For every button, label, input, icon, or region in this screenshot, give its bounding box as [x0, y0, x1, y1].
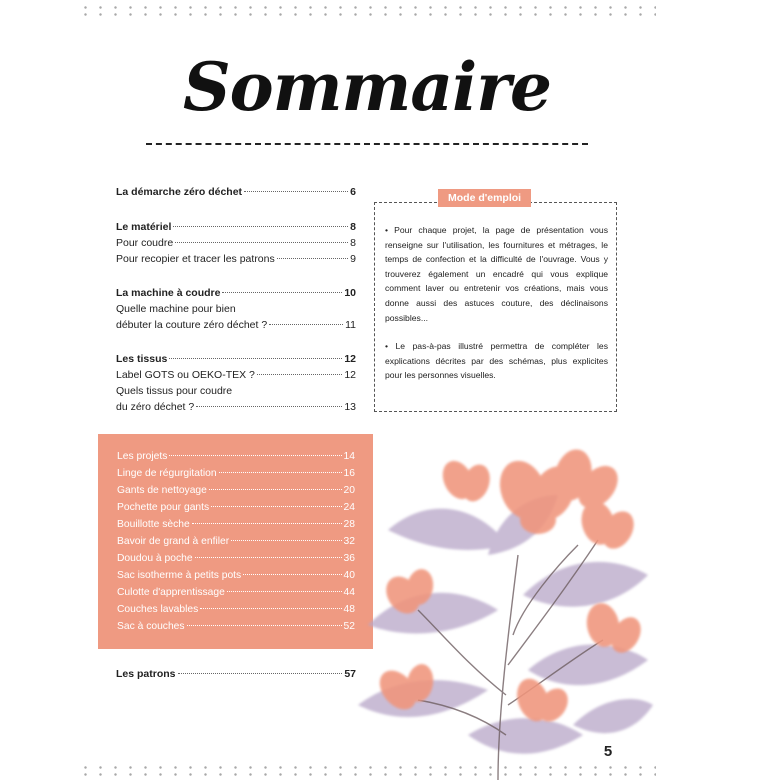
toc-page: 8	[350, 221, 356, 233]
toc-entry-patrons[interactable]	[116, 668, 356, 680]
dot-leader	[227, 591, 342, 592]
page-number: 5	[591, 735, 625, 769]
dot-leader	[169, 455, 341, 456]
toc-label: Les patrons	[116, 668, 176, 680]
toc-label: débuter la couture zéro déchet ?	[116, 319, 268, 331]
toc-entry-projet[interactable]	[117, 468, 355, 479]
toc-page: 12	[344, 353, 356, 365]
toc-label: Label GOTS ou OEKO-TEX ?	[116, 369, 255, 381]
toc-entry-coudre[interactable]	[116, 237, 356, 249]
toc-entry-projet[interactable]	[117, 604, 355, 615]
toc-page: 16	[343, 468, 355, 479]
dot-leader	[243, 574, 341, 575]
dot-leader	[222, 292, 342, 293]
toc-entry-tissus[interactable]	[116, 353, 356, 365]
toc-entry-projet[interactable]	[117, 553, 355, 564]
toc-entry-demarche[interactable]	[116, 186, 356, 198]
dot-leader	[269, 324, 343, 325]
toc-page: 11	[345, 319, 356, 331]
page-title: Sommaire	[183, 48, 551, 126]
toc-entry-projet[interactable]	[117, 587, 355, 598]
dot-leader	[173, 226, 348, 227]
toc-label: Sac à couches	[117, 621, 185, 632]
dot-leader	[211, 506, 341, 507]
toc-entry-label[interactable]	[116, 369, 356, 381]
projects-panel	[98, 434, 373, 649]
toc-entry-projet[interactable]	[117, 519, 355, 530]
toc-page: 28	[343, 519, 355, 530]
toc-page: 57	[344, 668, 356, 680]
toc-entry-projet[interactable]	[117, 502, 355, 513]
book-page	[78, 0, 656, 781]
toc-page: 10	[344, 287, 356, 299]
toc-page: 52	[343, 621, 355, 632]
toc-entry-materiel[interactable]	[116, 221, 356, 233]
toc-entry-projet[interactable]	[117, 485, 355, 496]
dot-leader	[257, 374, 342, 375]
dot-leader	[178, 673, 343, 674]
toc-entry-debuter[interactable]	[116, 319, 356, 331]
toc-page: 40	[343, 570, 355, 581]
toc-page: 32	[343, 536, 355, 547]
dot-leader	[169, 358, 342, 359]
toc-label: Doudou à poche	[117, 553, 193, 564]
dotted-border-bottom	[78, 764, 656, 778]
toc-page: 8	[350, 237, 356, 249]
toc-label: du zéro déchet ?	[116, 401, 195, 413]
toc-page: 6	[350, 186, 356, 198]
toc-text-quels-tissus: Quels tissus pour coudre	[116, 385, 233, 397]
toc-label: Pour recopier et tracer les patrons	[116, 253, 275, 265]
toc-page: 13	[344, 401, 356, 413]
toc-label: Linge de régurgitation	[117, 468, 217, 479]
dotted-border-top	[78, 4, 656, 18]
toc-entry-projet[interactable]	[117, 621, 355, 632]
mode-emploi-tab: Mode d'emploi	[438, 189, 531, 207]
toc-label: Culotte d'apprentissage	[117, 587, 225, 598]
dot-leader	[277, 258, 348, 259]
dot-leader	[219, 472, 342, 473]
toc-entry-projet[interactable]	[117, 570, 355, 581]
watercolor-flower-illustration	[348, 435, 656, 781]
dot-leader	[231, 540, 341, 541]
mode-emploi-box	[374, 202, 617, 412]
toc-label: Gants de nettoyage	[117, 485, 207, 496]
toc-page: 24	[343, 502, 355, 513]
title-dashed-rule	[146, 143, 588, 145]
toc-entry-projet[interactable]	[117, 536, 355, 547]
toc-label: La démarche zéro déchet	[116, 186, 243, 198]
toc-label: Bouillotte sèche	[117, 519, 190, 530]
toc-label: Les projets	[117, 451, 168, 462]
toc-entry-recopier[interactable]	[116, 253, 356, 265]
dot-leader	[195, 557, 342, 558]
mode-emploi-paragraph-2: • Le pas-à-pas illustré permettra de compléter les explications décrites par des schémas, plus explicites pour les personnes visuelles.	[385, 341, 608, 381]
dot-leader	[209, 489, 342, 490]
toc-entry-zero-dechet[interactable]	[116, 401, 356, 413]
toc-label: Pochette pour gants	[117, 502, 210, 513]
toc-page: 14	[343, 451, 355, 462]
mode-emploi-paragraph-1: • Pour chaque projet, la page de présentation vous renseigne sur l'utilisation, les fournitures et métrages, le temps de confection et la difficulté de l'ouvrage. Vous y trouverez également un encadré qui vous explique comment laver ou entretenir vos créations, mais vous donne aussi des astuces couture, des déclinaisons possibles...	[385, 225, 608, 323]
toc-entry-machine[interactable]	[116, 287, 356, 299]
toc-label: La machine à coudre	[116, 287, 221, 299]
toc-label: Couches lavables	[117, 604, 199, 615]
toc-label: Le matériel	[116, 221, 172, 233]
toc-entry-projet[interactable]	[117, 451, 355, 462]
toc-label: Bavoir de grand à enfiler	[117, 536, 230, 547]
dot-leader	[244, 191, 348, 192]
toc-label: Les tissus	[116, 353, 168, 365]
toc-page: 12	[344, 369, 356, 381]
toc-text-quelle-machine: Quelle machine pour bien	[116, 303, 236, 315]
dot-leader	[192, 523, 342, 524]
toc-page: 36	[343, 553, 355, 564]
toc-label: Pour coudre	[116, 237, 174, 249]
dot-leader	[200, 608, 341, 609]
toc-page: 44	[343, 587, 355, 598]
toc-label: Sac isotherme à petits pots	[117, 570, 242, 581]
toc-page: 9	[350, 253, 356, 265]
dot-leader	[187, 625, 342, 626]
dot-leader	[175, 242, 348, 243]
toc-page: 48	[343, 604, 355, 615]
dot-leader	[196, 406, 342, 407]
toc-page: 20	[343, 485, 355, 496]
